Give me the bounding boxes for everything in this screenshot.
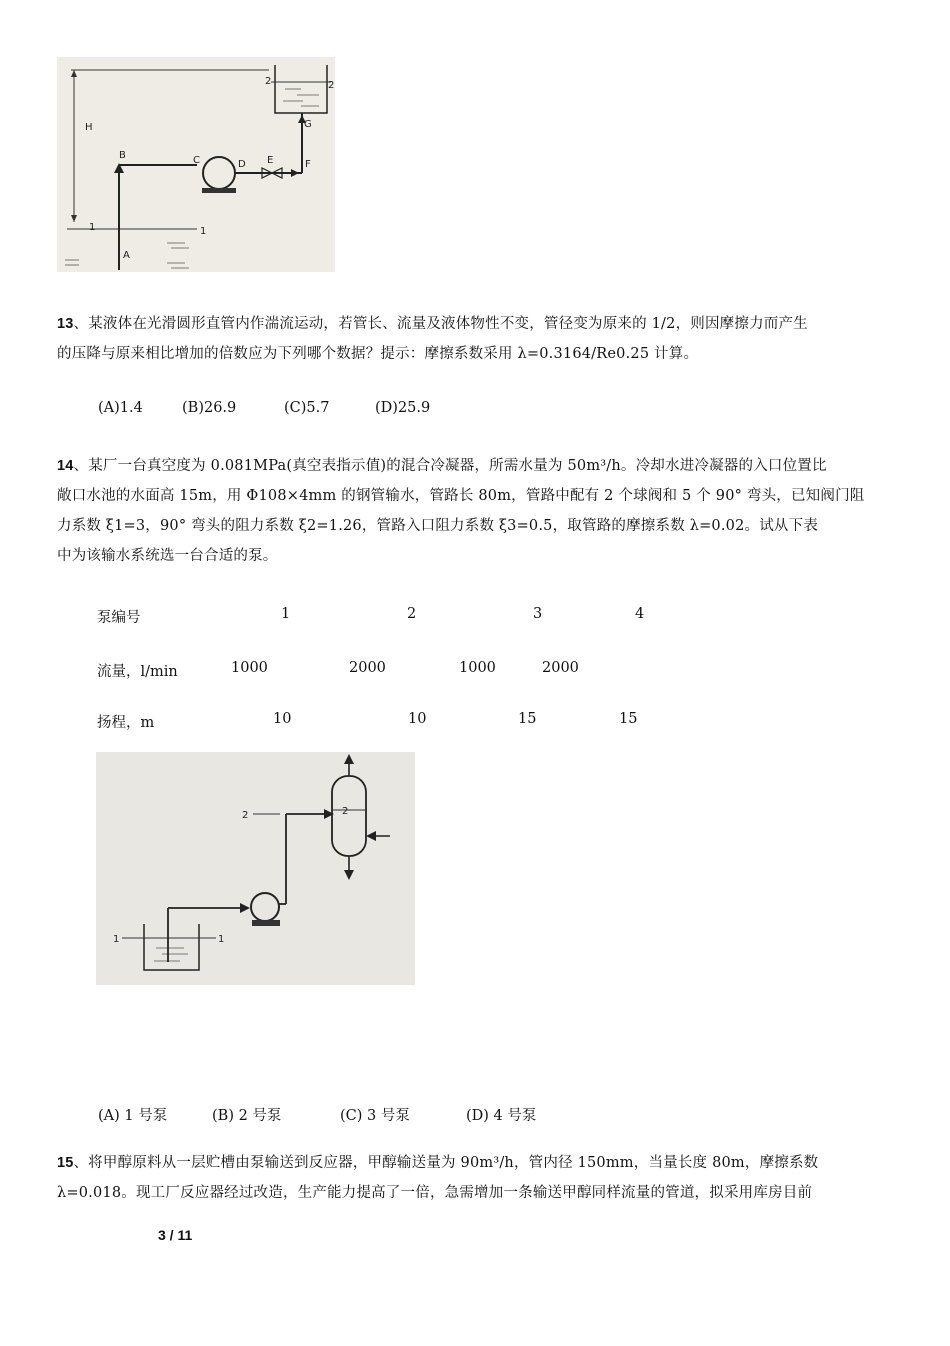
pump-system-diagram-1	[57, 57, 335, 272]
q14-text-1: 、某厂一台真空度为 0.081MPa(真空表指示值)的混合冷凝器，所需水量为 50m³/h。冷却水进冷凝器的入口位置比	[73, 458, 827, 474]
q14-line-1	[57, 453, 897, 479]
label-A: A	[123, 250, 130, 261]
q13-line-2	[57, 341, 897, 367]
flow-value-3: 1000	[459, 660, 496, 676]
q15-text-1: 、将甲醇原料从一层贮槽由泵输送到反应器，甲醇输送量为 90m³/h，管内径 150mm，当量长度 80m，摩擦系数	[73, 1155, 819, 1171]
q15-line-1	[57, 1150, 897, 1176]
q13-text-2: 的压降与原来相比增加的倍数应为下列哪个数据？提示：摩擦系数采用 λ=0.3164/Re0.25 计算。	[57, 346, 699, 362]
q13-option-d: (D)25.9	[375, 400, 431, 416]
flow-value-2: 2000	[349, 660, 386, 676]
q14-line-2	[57, 483, 897, 509]
q13-option-c: (C)5.7	[284, 400, 330, 416]
pump-number-4: 4	[635, 606, 645, 622]
q14-text-4: 中为该输水系统选一台合适的泵。	[57, 548, 278, 564]
fig2-label-2-vessel: 2	[342, 806, 349, 817]
q13-option-b: (B)26.9	[182, 400, 237, 416]
label-2-left: 2	[265, 76, 272, 87]
q15-line-2	[57, 1180, 897, 1206]
flow-value-1: 1000	[231, 660, 268, 676]
q14-number: 14	[57, 458, 74, 474]
q14-option-a: (A) 1 号泵	[98, 1108, 168, 1124]
fig2-label-1-right: 1	[218, 934, 225, 945]
label-F: F	[305, 159, 311, 170]
q14-line-3	[57, 513, 897, 539]
q13-text-1: 、某液体在光滑圆形直管内作湍流运动，若管长、流量及液体物性不变，管径变为原来的 1/2，则因摩擦力而产生	[73, 316, 808, 332]
label-H: H	[85, 122, 93, 133]
head-value-4: 15	[619, 711, 638, 727]
label-D: D	[238, 159, 246, 170]
question-14	[57, 453, 897, 569]
pump-number-label: 泵编号	[97, 610, 141, 626]
label-1-left: 1	[89, 222, 96, 233]
q13-options	[0, 400, 950, 422]
page-number: 3 / 11	[158, 1227, 193, 1243]
q14-line-4	[57, 543, 897, 569]
condenser-system-diagram	[96, 752, 415, 985]
label-1-right: 1	[200, 226, 207, 237]
flow-label: 流量，l/min	[97, 664, 178, 680]
q14-option-b: (B) 2 号泵	[212, 1108, 282, 1124]
q15-number: 15	[57, 1155, 74, 1171]
q13-line-1	[57, 311, 897, 337]
label-B: B	[119, 150, 126, 161]
q13-number: 13	[57, 316, 74, 332]
q13-option-a: (A)1.4	[98, 400, 143, 416]
head-label: 扬程，m	[97, 715, 155, 731]
question-13	[57, 311, 897, 367]
pump-system-figure-1	[57, 57, 335, 272]
q14-text-2: 敞口水池的水面高 15m，用 Φ108×4mm 的钢管输水，管路长 80m，管路中配有 2 个球阀和 5 个 90° 弯头，已知阀门阻	[57, 488, 865, 504]
label-G: G	[304, 119, 312, 130]
fig2-label-2-left: 2	[242, 810, 249, 821]
pump-number-1: 1	[281, 606, 291, 622]
label-2-right: 2	[328, 80, 335, 91]
condenser-system-figure	[96, 752, 415, 985]
pump-number-3: 3	[533, 606, 543, 622]
flow-value-4: 2000	[542, 660, 579, 676]
head-value-3: 15	[518, 711, 537, 727]
head-value-2: 10	[408, 711, 427, 727]
q14-option-c: (C) 3 号泵	[340, 1108, 410, 1124]
fig2-label-1-left: 1	[113, 934, 120, 945]
q14-option-d: (D) 4 号泵	[466, 1108, 537, 1124]
label-E: E	[267, 155, 274, 166]
head-value-1: 10	[273, 711, 292, 727]
question-15	[57, 1150, 897, 1206]
q14-options	[0, 1104, 950, 1126]
q15-text-2: λ=0.018。现工厂反应器经过改造，生产能力提高了一倍，急需增加一条输送甲醇同样流量的管道，拟采用库房目前	[57, 1185, 813, 1201]
pump-number-2: 2	[407, 606, 417, 622]
q14-text-3: 力系数 ξ1=3，90° 弯头的阻力系数 ξ2=1.26，管路入口阻力系数 ξ3=0.5，取管路的摩擦系数 λ=0.02。试从下表	[57, 518, 819, 534]
label-C: C	[193, 155, 200, 166]
